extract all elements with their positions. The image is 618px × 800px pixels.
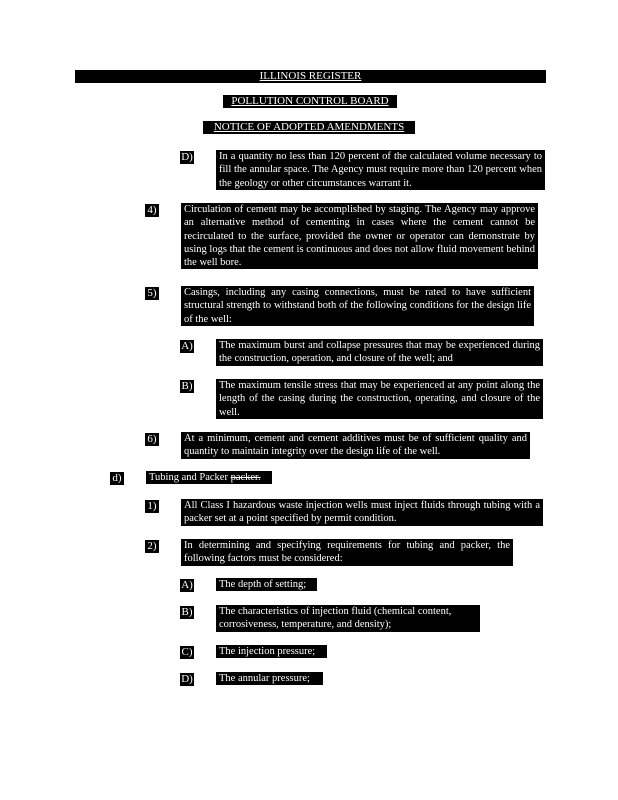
item-marker: 2) <box>145 540 159 553</box>
notice-title: NOTICE OF ADOPTED AMENDMENTS <box>203 121 415 134</box>
paragraph: In determining and specifying requirements for tubing and packer, the following factors must be considered: <box>181 539 513 566</box>
item-marker: C) <box>181 646 193 658</box>
paragraph: The injection pressure; <box>216 645 327 658</box>
section-heading-struck: packer. <box>230 472 261 483</box>
paragraph: The maximum burst and collapse pressures that may be experienced during the construction, operation, and closure of the well; and <box>216 339 543 366</box>
item-marker: A) <box>181 340 193 352</box>
item-marker: B) <box>181 380 193 392</box>
item-marker: D) <box>181 151 193 163</box>
item-marker: 6) <box>145 433 159 446</box>
paragraph: Casings, including any casing connections, must be rated to have sufficient structural strength to withstand both of the following conditions for the design life of the well: <box>181 286 534 326</box>
paragraph: The depth of setting; <box>216 578 317 591</box>
paragraph: At a minimum, cement and cement additives must be of sufficient quality and quantity to maintain integrity over the design life of the well. <box>181 432 530 459</box>
section-heading <box>146 471 272 484</box>
paragraph: The annular pressure; <box>216 672 323 685</box>
paragraph: In a quantity no less than 120 percent of the calculated volume necessary to fill the annular space. The Agency must require more than 120 percent when the geology or other circumstances warrant it. <box>216 150 545 190</box>
paragraph: The maximum tensile stress that may be experienced at any point along the length of the casing during the construction, operating, and closure of the well. <box>216 379 543 419</box>
paragraph: Circulation of cement may be accomplished by staging. The Agency may approve an alternative method of cementing in cases where the cement cannot be recirculated to the surface, provided the owner or operator can demonstrate by using logs that the cement is continuous and does not allow fluid movement behind the well bore. <box>181 203 538 269</box>
register-title: ILLINOIS REGISTER <box>75 70 546 83</box>
item-marker: A) <box>181 579 193 591</box>
section-heading-text: Tubing and Packer <box>149 472 228 483</box>
section-marker: d) <box>110 472 124 485</box>
paragraph: All Class I hazardous waste injection wells must inject fluids through tubing with a packer set at a point specified by permit condition. <box>181 499 543 526</box>
paragraph: The characteristics of injection fluid (chemical content, corrosiveness, temperature, and density); <box>216 605 480 632</box>
board-title: POLLUTION CONTROL BOARD <box>223 95 397 108</box>
item-marker: B) <box>181 606 193 618</box>
item-marker: 5) <box>145 287 159 300</box>
item-marker: 4) <box>145 204 159 217</box>
item-marker: D) <box>181 673 193 685</box>
item-marker: 1) <box>145 500 159 513</box>
